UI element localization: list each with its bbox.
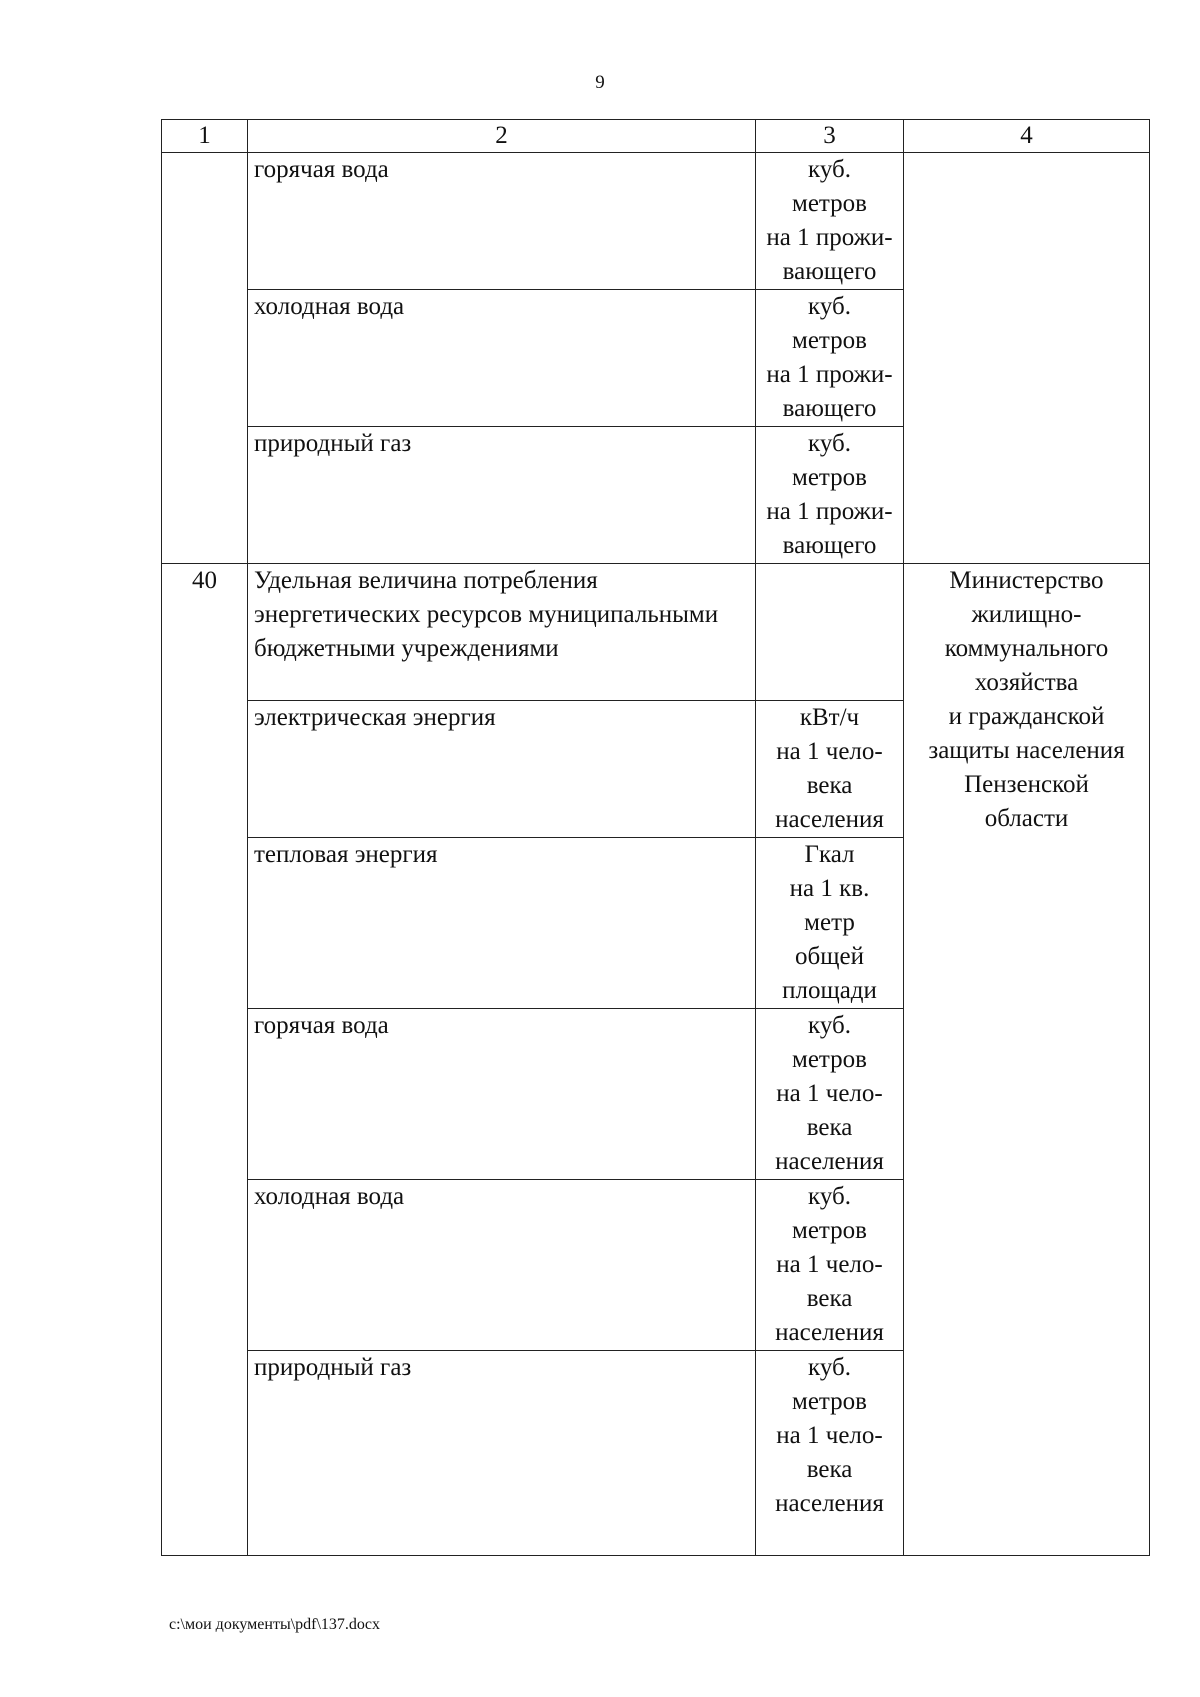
unit-cell: кВт/ч на 1 чело- века населения [756,701,904,838]
header-col-4: 4 [904,120,1150,153]
unit-cell: куб. метров на 1 прожи- вающего [756,427,904,564]
unit-cell: куб. метров на 1 чело- века населения [756,1351,904,1556]
row-number-cell: 40 [162,564,248,1556]
table-row [162,153,1150,290]
indicator-name: природный газ [248,1351,756,1556]
indicator-name: тепловая энергия [248,838,756,1009]
row-number-cell [162,153,248,564]
header-col-3: 3 [756,120,904,153]
responsible-cell [904,153,1150,564]
indicator-table [161,119,1150,1556]
responsible-cell: Министерство жилищно- коммунального хозяйства и гражданской защиты населения Пензенской области [904,564,1150,1556]
table-row [162,564,1150,701]
unit-cell: куб. метров на 1 прожи- вающего [756,153,904,290]
indicator-name: холодная вода [248,290,756,427]
page-number: 9 [595,72,605,93]
header-col-2: 2 [248,120,756,153]
header-col-1: 1 [162,120,248,153]
unit-cell: куб. метров на 1 чело- века населения [756,1180,904,1351]
unit-cell [756,564,904,701]
indicator-name: холодная вода [248,1180,756,1351]
indicator-name: Удельная величина потребления энергетических ресурсов муниципальными бюджетными учреждениями [248,564,756,701]
indicator-name: электрическая энергия [248,701,756,838]
indicator-name: горячая вода [248,1009,756,1180]
unit-cell: куб. метров на 1 чело- века населения [756,1009,904,1180]
indicator-name: природный газ [248,427,756,564]
indicator-name: горячая вода [248,153,756,290]
table-header-row [162,120,1150,153]
footer-file-path: c:\мои документы\pdf\137.docx [169,1616,381,1633]
unit-cell: куб. метров на 1 прожи- вающего [756,290,904,427]
unit-cell: Гкал на 1 кв. метр общей площади [756,838,904,1009]
